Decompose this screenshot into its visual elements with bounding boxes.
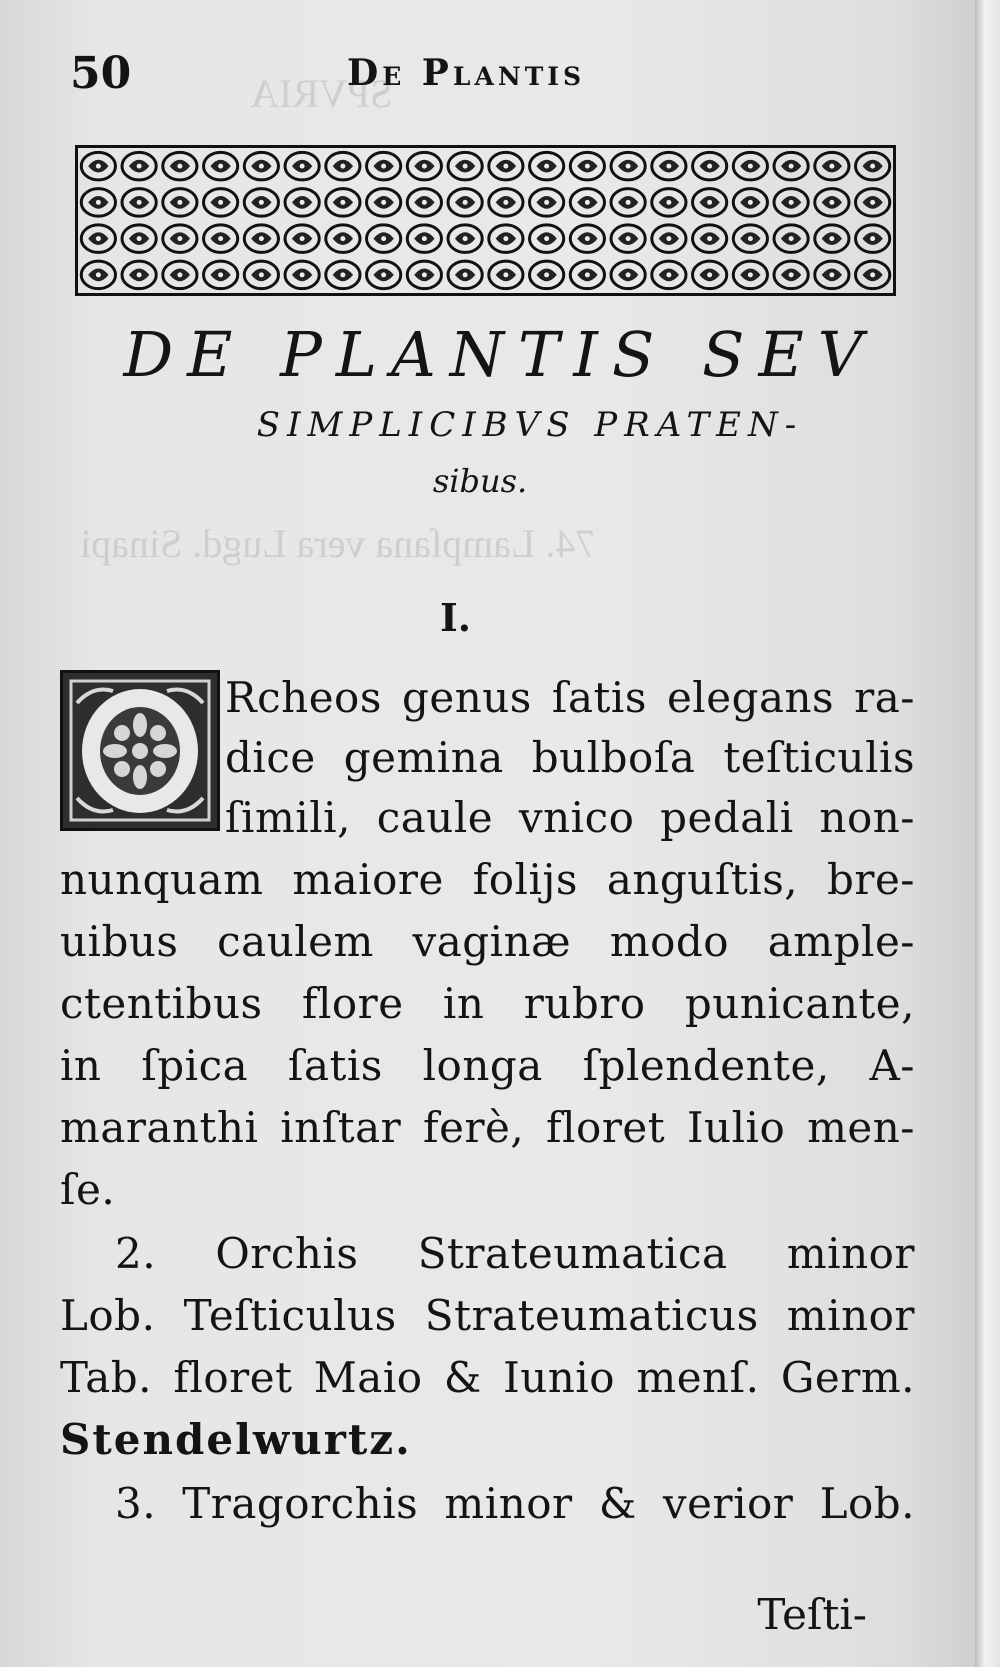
ornament-motif: [448, 152, 482, 180]
ornament-motif: [652, 225, 686, 253]
ornament-motif: [244, 152, 278, 180]
ornament-motif: [570, 189, 604, 217]
ornament-motif: [244, 261, 278, 289]
ornament-motif: [570, 152, 604, 180]
ornament-motif: [285, 261, 319, 289]
text-line: Rcheos genus ſatis elegans ra-: [225, 673, 915, 722]
ornament-motif: [693, 152, 727, 180]
ornament-motif: [122, 189, 156, 217]
ornament-motif: [815, 189, 849, 217]
page-number: 50: [70, 48, 132, 99]
ornament-motif: [407, 189, 441, 217]
ornament-motif: [693, 261, 727, 289]
running-head: De Plantis: [347, 52, 586, 94]
ornament-motif: [815, 261, 849, 289]
page-gutter: [975, 0, 1000, 1667]
text-line: nunquam maiore folijs anguſtis, bre-: [60, 855, 915, 904]
ornament-motif: [856, 225, 890, 253]
ornament-motif: [122, 225, 156, 253]
ornament-motif: [81, 225, 115, 253]
ornament-motif: [163, 261, 197, 289]
ornament-motif: [489, 152, 523, 180]
dropcap-letter: O: [63, 673, 64, 674]
ornament-motif: [407, 152, 441, 180]
ornament-motif: [81, 261, 115, 289]
ornament-motif: [489, 189, 523, 217]
ornament-motif: [774, 152, 808, 180]
chapter-title-line2: SIMPLICIBVS PRATEN-: [256, 405, 804, 445]
ornament-motif: [122, 261, 156, 289]
text-line: maranthi inſtar ferè, floret Iulio men-: [60, 1103, 915, 1152]
ornament-motif: [367, 261, 401, 289]
ornament-motif: [652, 189, 686, 217]
ornament-motif: [448, 261, 482, 289]
ornament-motif: [774, 225, 808, 253]
ornament-motif: [652, 261, 686, 289]
text-line: ſimili, caule vnico pedali non-: [225, 793, 915, 842]
text-line-blackletter: Stendelwurtz.: [60, 1415, 412, 1464]
ornament-motif: [285, 225, 319, 253]
show-through: SPVRIA: [250, 71, 393, 116]
decorated-initial: [60, 670, 220, 831]
ornament-motif: [489, 261, 523, 289]
ornament-motif: [367, 225, 401, 253]
text-line: Tab. floret Maio & Iunio menſ. Germ.: [60, 1353, 915, 1402]
ornament-motif: [407, 261, 441, 289]
ornament-motif: [733, 225, 767, 253]
section-number: I.: [440, 595, 472, 640]
page-header: [62, 48, 922, 98]
ornament-motif: [367, 189, 401, 217]
ornament-motif: [81, 152, 115, 180]
ornament-motif: [652, 152, 686, 180]
ornament-motif: [407, 225, 441, 253]
ornamental-headpiece: [75, 145, 896, 296]
ornament-motif: [81, 189, 115, 217]
text-line: 2. Orchis Strateumatica minor: [115, 1229, 915, 1278]
show-through: 74. Lampſana vera Lugd. Sinapi: [80, 521, 596, 566]
ornament-motif: [244, 189, 278, 217]
ornament-motif: [570, 261, 604, 289]
text-line: in ſpica ſatis longa ſplendente, A-: [60, 1041, 915, 1090]
ornament-motif: [733, 152, 767, 180]
ornament-motif: [326, 261, 360, 289]
ornament-motif: [856, 261, 890, 289]
ornament-motif: [530, 225, 564, 253]
ornament-motif: [611, 189, 645, 217]
ornament-motif: [122, 152, 156, 180]
ornament-motif: [163, 189, 197, 217]
ornament-motif: [774, 261, 808, 289]
ornament-motif: [530, 189, 564, 217]
chapter-title-line1: DE PLANTIS SEV: [123, 318, 877, 391]
ornament-motif: [611, 225, 645, 253]
ornament-motif: [489, 225, 523, 253]
text-line: dice gemina bulboſa teſticulis: [225, 733, 915, 782]
ornament-motif: [285, 189, 319, 217]
ornament-motif: [285, 152, 319, 180]
ornament-motif: [733, 261, 767, 289]
ornament-motif: [326, 225, 360, 253]
ornament-motif: [448, 189, 482, 217]
text-line: uibus caulem vaginæ modo ample-: [60, 917, 915, 966]
text-line: ſe.: [60, 1165, 116, 1214]
ornament-motif: [326, 152, 360, 180]
ornament-motif: [204, 261, 238, 289]
ornament-motif: [448, 225, 482, 253]
ornament-motif: [815, 225, 849, 253]
ornament-motif: [693, 225, 727, 253]
ornament-motif: [367, 152, 401, 180]
ornament-motif: [204, 152, 238, 180]
ornament-motif: [326, 189, 360, 217]
ornament-motif: [244, 225, 278, 253]
text-line: Lob. Teſticulus Strateumaticus minor: [60, 1291, 915, 1340]
ornament-motif: [163, 225, 197, 253]
ornament-motif: [733, 189, 767, 217]
ornament-motif: [204, 225, 238, 253]
ornament-motif: [204, 189, 238, 217]
ornament-motif: [774, 189, 808, 217]
ornament-motif: [693, 189, 727, 217]
catchword: Teſti-: [757, 1590, 867, 1639]
ornament-motif: [611, 261, 645, 289]
text-line: ctentibus flore in rubro punicante,: [60, 979, 915, 1028]
ornament-motif: [530, 261, 564, 289]
chapter-title-line3: sibus.: [432, 462, 528, 500]
ornament-motif: [815, 152, 849, 180]
ornament-motif: [611, 152, 645, 180]
ornament-motif: [163, 152, 197, 180]
ornament-motif: [570, 225, 604, 253]
ornament-motif: [856, 152, 890, 180]
ornament-motif: [530, 152, 564, 180]
text-line: 3. Tragorchis minor & verior Lob.: [115, 1479, 915, 1528]
ornament-motif: [856, 189, 890, 217]
